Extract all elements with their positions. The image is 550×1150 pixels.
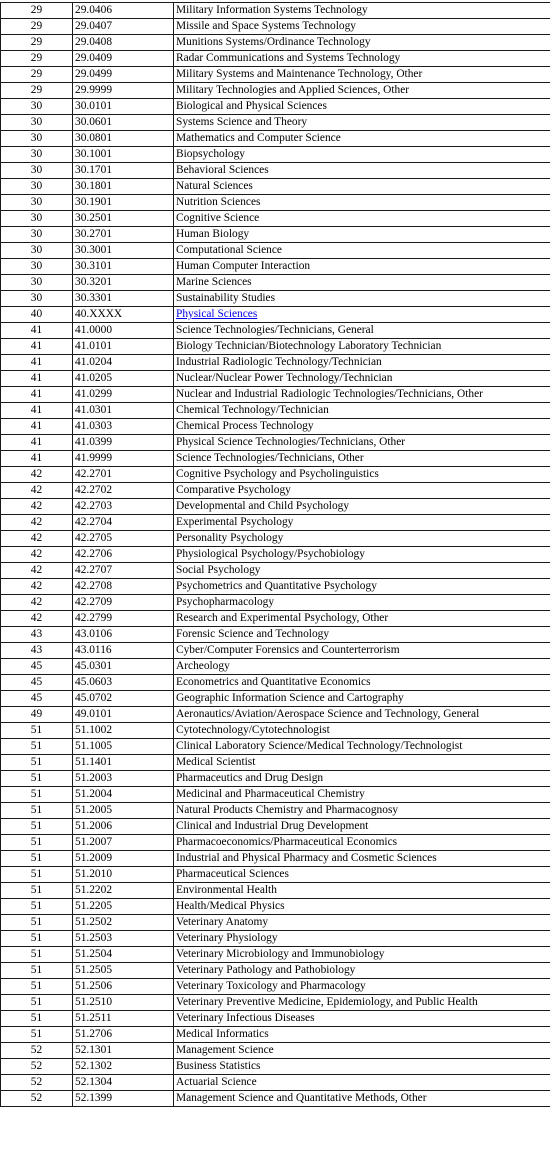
cip-code-cell: 41.9999: [73, 451, 174, 467]
series-cell: 42: [1, 499, 73, 515]
table-row: [1, 979, 550, 995]
program-title-cell: Military Technologies and Applied Sciences, Other: [174, 83, 550, 99]
program-title-cell: Veterinary Pathology and Pathobiology: [174, 963, 550, 979]
table-row: [1, 931, 550, 947]
cip-code-cell: 51.2706: [73, 1027, 174, 1043]
cip-code-cell: 51.1401: [73, 755, 174, 771]
table-row: [1, 451, 550, 467]
table-row: [1, 467, 550, 483]
series-cell: 45: [1, 691, 73, 707]
cip-code-cell: 45.0603: [73, 675, 174, 691]
series-cell: 41: [1, 419, 73, 435]
program-title-cell: Cognitive Psychology and Psycholinguistics: [174, 467, 550, 483]
table-row: [1, 67, 550, 83]
series-cell: 30: [1, 99, 73, 115]
series-cell: 52: [1, 1075, 73, 1091]
table-row: [1, 1091, 550, 1107]
table-row: [1, 35, 550, 51]
program-title-cell: Industrial and Physical Pharmacy and Cosmetic Sciences: [174, 851, 550, 867]
cip-code-cell: 51.2502: [73, 915, 174, 931]
table-row: [1, 707, 550, 723]
program-title-cell: Radar Communications and Systems Technology: [174, 51, 550, 67]
program-title-link[interactable]: Physical Sciences: [176, 308, 257, 320]
table-row: [1, 83, 550, 99]
table-row: [1, 643, 550, 659]
program-title-cell: Munitions Systems/Ordinance Technology: [174, 35, 550, 51]
series-cell: 51: [1, 867, 73, 883]
cip-code-cell: 51.2004: [73, 787, 174, 803]
table-row: [1, 259, 550, 275]
cip-code-cell: 51.2510: [73, 995, 174, 1011]
table-row: [1, 115, 550, 131]
program-title-cell: Biopsychology: [174, 147, 550, 163]
cip-code-cell: 51.1002: [73, 723, 174, 739]
series-cell: 45: [1, 659, 73, 675]
series-cell: 41: [1, 339, 73, 355]
table-row: [1, 339, 550, 355]
cip-code-cell: 29.0406: [73, 3, 174, 19]
series-cell: 51: [1, 995, 73, 1011]
series-cell: 29: [1, 19, 73, 35]
program-title-cell: Marine Sciences: [174, 275, 550, 291]
cip-code-cell: 30.3001: [73, 243, 174, 259]
table-row: [1, 739, 550, 755]
series-cell: 42: [1, 515, 73, 531]
table-row: [1, 1027, 550, 1043]
program-title-cell: Biological and Physical Sciences: [174, 99, 550, 115]
program-title-cell: Management Science: [174, 1043, 550, 1059]
table-row: [1, 691, 550, 707]
series-cell: 42: [1, 595, 73, 611]
cip-code-cell: 51.2006: [73, 819, 174, 835]
cip-code-cell: 51.2007: [73, 835, 174, 851]
series-cell: 29: [1, 35, 73, 51]
series-cell: 41: [1, 371, 73, 387]
cip-code-cell: 30.1701: [73, 163, 174, 179]
series-cell: 49: [1, 707, 73, 723]
program-title-cell: Pharmaceutics and Drug Design: [174, 771, 550, 787]
program-title-cell: Cognitive Science: [174, 211, 550, 227]
table-row: [1, 659, 550, 675]
cip-code-cell: 30.0101: [73, 99, 174, 115]
series-cell: 43: [1, 643, 73, 659]
cip-code-cell: 42.2706: [73, 547, 174, 563]
series-cell: 51: [1, 1027, 73, 1043]
table-row: [1, 531, 550, 547]
table-row: [1, 19, 550, 35]
program-title-cell: Actuarial Science: [174, 1075, 550, 1091]
program-title-cell: Archeology: [174, 659, 550, 675]
program-title-cell: Industrial Radiologic Technology/Technician: [174, 355, 550, 371]
cip-code-cell: 30.2701: [73, 227, 174, 243]
program-title-cell: Pharmaceutical Sciences: [174, 867, 550, 883]
table-row: [1, 307, 550, 323]
cip-code-cell: 42.2708: [73, 579, 174, 595]
series-cell: 41: [1, 323, 73, 339]
table-row: [1, 355, 550, 371]
table-row: [1, 1075, 550, 1091]
table-row: [1, 163, 550, 179]
program-title-cell: Aeronautics/Aviation/Aerospace Science and Technology, General: [174, 707, 550, 723]
program-title-cell: Veterinary Preventive Medicine, Epidemiology, and Public Health: [174, 995, 550, 1011]
cip-code-cell: 43.0116: [73, 643, 174, 659]
table-row: [1, 883, 550, 899]
cip-code-cell: 30.1901: [73, 195, 174, 211]
cip-code-cell: 29.0409: [73, 51, 174, 67]
program-title-cell: Natural Sciences: [174, 179, 550, 195]
cip-code-cell: 51.2503: [73, 931, 174, 947]
table-row: [1, 771, 550, 787]
cip-code-cell: 52.1302: [73, 1059, 174, 1075]
series-cell: 41: [1, 355, 73, 371]
series-cell: 30: [1, 147, 73, 163]
table-row: [1, 435, 550, 451]
series-cell: 51: [1, 931, 73, 947]
program-title-cell: Human Computer Interaction: [174, 259, 550, 275]
series-cell: 51: [1, 1011, 73, 1027]
series-cell: 51: [1, 915, 73, 931]
cip-code-cell: 51.2504: [73, 947, 174, 963]
series-cell: 51: [1, 803, 73, 819]
series-cell: 30: [1, 179, 73, 195]
cip-table-body: [1, 3, 550, 1107]
table-row: [1, 595, 550, 611]
cip-code-cell: 29.0408: [73, 35, 174, 51]
table-row: [1, 803, 550, 819]
program-title-cell: Cyber/Computer Forensics and Counterterrorism: [174, 643, 550, 659]
series-cell: 29: [1, 3, 73, 19]
series-cell: 30: [1, 227, 73, 243]
program-title-cell: Developmental and Child Psychology: [174, 499, 550, 515]
table-row: [1, 963, 550, 979]
cip-code-cell: 51.2003: [73, 771, 174, 787]
series-cell: 30: [1, 131, 73, 147]
program-title-cell: Veterinary Microbiology and Immunobiology: [174, 947, 550, 963]
cip-code-cell: 51.2205: [73, 899, 174, 915]
cip-code-cell: 30.3301: [73, 291, 174, 307]
program-title-cell: Veterinary Toxicology and Pharmacology: [174, 979, 550, 995]
program-title-cell: Missile and Space Systems Technology: [174, 19, 550, 35]
program-title-cell: Veterinary Anatomy: [174, 915, 550, 931]
program-title-cell: Science Technologies/Technicians, Other: [174, 451, 550, 467]
table-row: [1, 723, 550, 739]
program-title-cell: Science Technologies/Technicians, General: [174, 323, 550, 339]
program-title-cell: Environmental Health: [174, 883, 550, 899]
series-cell: 51: [1, 851, 73, 867]
cip-code-cell: 30.1001: [73, 147, 174, 163]
series-cell: 52: [1, 1059, 73, 1075]
cip-code-cell: 42.2703: [73, 499, 174, 515]
series-cell: 42: [1, 611, 73, 627]
cip-code-cell: 42.2799: [73, 611, 174, 627]
cip-code-cell: 30.2501: [73, 211, 174, 227]
table-row: [1, 291, 550, 307]
program-title-cell: Pharmacoeconomics/Pharmaceutical Economics: [174, 835, 550, 851]
program-title-cell: Chemical Process Technology: [174, 419, 550, 435]
table-row: [1, 131, 550, 147]
program-title-cell: Medicinal and Pharmaceutical Chemistry: [174, 787, 550, 803]
program-title-cell: Systems Science and Theory: [174, 115, 550, 131]
program-title-cell: Sustainability Studies: [174, 291, 550, 307]
program-title-cell: Social Psychology: [174, 563, 550, 579]
program-title-cell: Physiological Psychology/Psychobiology: [174, 547, 550, 563]
series-cell: 42: [1, 467, 73, 483]
cip-code-cell: 42.2707: [73, 563, 174, 579]
cip-code-cell: 41.0101: [73, 339, 174, 355]
series-cell: 52: [1, 1091, 73, 1107]
table-row: [1, 787, 550, 803]
series-cell: 41: [1, 403, 73, 419]
cip-code-cell: 51.2202: [73, 883, 174, 899]
program-title-cell: Personality Psychology: [174, 531, 550, 547]
program-title-cell: Health/Medical Physics: [174, 899, 550, 915]
program-title-cell: Business Statistics: [174, 1059, 550, 1075]
program-title-cell: Econometrics and Quantitative Economics: [174, 675, 550, 691]
program-title-cell: Human Biology: [174, 227, 550, 243]
table-row: [1, 403, 550, 419]
series-cell: 45: [1, 675, 73, 691]
table-row: [1, 371, 550, 387]
program-title-cell: Cytotechnology/Cytotechnologist: [174, 723, 550, 739]
series-cell: 30: [1, 163, 73, 179]
series-cell: 51: [1, 739, 73, 755]
table-row: [1, 675, 550, 691]
cip-code-cell: 45.0702: [73, 691, 174, 707]
cip-code-cell: 30.1801: [73, 179, 174, 195]
table-row: [1, 387, 550, 403]
program-title-cell: Nuclear/Nuclear Power Technology/Technician: [174, 371, 550, 387]
series-cell: 30: [1, 291, 73, 307]
cip-code-cell: 42.2702: [73, 483, 174, 499]
table-row: [1, 211, 550, 227]
program-title-cell: Chemical Technology/Technician: [174, 403, 550, 419]
series-cell: 42: [1, 563, 73, 579]
cip-code-table: [0, 2, 550, 1107]
series-cell: 30: [1, 243, 73, 259]
table-row: [1, 323, 550, 339]
program-title-cell: Management Science and Quantitative Methods, Other: [174, 1091, 550, 1107]
table-row: [1, 611, 550, 627]
series-cell: 51: [1, 963, 73, 979]
table-row: [1, 627, 550, 643]
table-row: [1, 563, 550, 579]
cip-code-cell: 30.0801: [73, 131, 174, 147]
series-cell: 51: [1, 787, 73, 803]
program-title-cell: Medical Scientist: [174, 755, 550, 771]
cip-code-cell: 29.0407: [73, 19, 174, 35]
cip-code-cell: 41.0299: [73, 387, 174, 403]
series-cell: 29: [1, 67, 73, 83]
cip-code-cell: 29.9999: [73, 83, 174, 99]
cip-code-cell: 30.3201: [73, 275, 174, 291]
series-cell: 52: [1, 1043, 73, 1059]
series-cell: 42: [1, 483, 73, 499]
table-row: [1, 243, 550, 259]
program-title-cell: Military Information Systems Technology: [174, 3, 550, 19]
program-title-cell: Biology Technician/Biotechnology Laboratory Technician: [174, 339, 550, 355]
program-title-cell: Clinical and Industrial Drug Development: [174, 819, 550, 835]
program-title-cell: Behavioral Sciences: [174, 163, 550, 179]
table-row: [1, 819, 550, 835]
program-title-cell: Veterinary Infectious Diseases: [174, 1011, 550, 1027]
table-row: [1, 1011, 550, 1027]
table-row: [1, 483, 550, 499]
series-cell: 41: [1, 435, 73, 451]
program-title-cell: Mathematics and Computer Science: [174, 131, 550, 147]
program-title-cell: Research and Experimental Psychology, Other: [174, 611, 550, 627]
cip-code-cell: 40.XXXX: [73, 307, 174, 323]
program-title-cell: Psychometrics and Quantitative Psychology: [174, 579, 550, 595]
cip-code-cell: 42.2704: [73, 515, 174, 531]
program-title-cell: Forensic Science and Technology: [174, 627, 550, 643]
series-cell: 43: [1, 627, 73, 643]
program-title-cell: Nutrition Sciences: [174, 195, 550, 211]
table-row: [1, 99, 550, 115]
cip-code-cell: 41.0399: [73, 435, 174, 451]
table-row: [1, 1043, 550, 1059]
cip-code-cell: 51.2009: [73, 851, 174, 867]
table-row: [1, 835, 550, 851]
program-title-cell: Nuclear and Industrial Radiologic Technologies/Technicians, Other: [174, 387, 550, 403]
series-cell: 42: [1, 547, 73, 563]
series-cell: 30: [1, 275, 73, 291]
program-title-cell: Psychopharmacology: [174, 595, 550, 611]
cip-code-cell: 52.1399: [73, 1091, 174, 1107]
table-row: [1, 419, 550, 435]
table-row: [1, 51, 550, 67]
table-row: [1, 179, 550, 195]
series-cell: 29: [1, 83, 73, 99]
table-row: [1, 499, 550, 515]
program-title-cell: Clinical Laboratory Science/Medical Technology/Technologist: [174, 739, 550, 755]
series-cell: 51: [1, 947, 73, 963]
table-row: [1, 851, 550, 867]
cip-code-cell: 42.2709: [73, 595, 174, 611]
cip-code-cell: 51.2505: [73, 963, 174, 979]
table-row: [1, 867, 550, 883]
table-row: [1, 3, 550, 19]
series-cell: 51: [1, 979, 73, 995]
series-cell: 51: [1, 819, 73, 835]
cip-code-cell: 51.1005: [73, 739, 174, 755]
program-title-cell: Computational Science: [174, 243, 550, 259]
table-row: [1, 755, 550, 771]
cip-code-cell: 51.2511: [73, 1011, 174, 1027]
program-title-cell: Physical Science Technologies/Technicians, Other: [174, 435, 550, 451]
table-row: [1, 899, 550, 915]
program-title-cell: Comparative Psychology: [174, 483, 550, 499]
cip-code-cell: 30.3101: [73, 259, 174, 275]
cip-code-cell: 51.2010: [73, 867, 174, 883]
series-cell: 29: [1, 51, 73, 67]
program-title-cell: Geographic Information Science and Cartography: [174, 691, 550, 707]
program-title-cell: Veterinary Physiology: [174, 931, 550, 947]
cip-code-cell: 42.2705: [73, 531, 174, 547]
series-cell: 51: [1, 835, 73, 851]
cip-code-cell: 41.0204: [73, 355, 174, 371]
series-cell: 51: [1, 771, 73, 787]
cip-code-cell: 43.0106: [73, 627, 174, 643]
cip-code-cell: 41.0205: [73, 371, 174, 387]
cip-code-cell: 49.0101: [73, 707, 174, 723]
series-cell: 51: [1, 723, 73, 739]
cip-code-cell: 45.0301: [73, 659, 174, 675]
series-cell: 42: [1, 531, 73, 547]
cip-code-cell: 41.0000: [73, 323, 174, 339]
table-row: [1, 1059, 550, 1075]
table-row: [1, 515, 550, 531]
series-cell: 51: [1, 883, 73, 899]
table-row: [1, 947, 550, 963]
cip-code-cell: 51.2005: [73, 803, 174, 819]
series-cell: 41: [1, 387, 73, 403]
table-row: [1, 915, 550, 931]
cip-code-cell: 52.1304: [73, 1075, 174, 1091]
table-row: [1, 579, 550, 595]
series-cell: 30: [1, 211, 73, 227]
program-title-cell: Medical Informatics: [174, 1027, 550, 1043]
series-cell: 30: [1, 195, 73, 211]
series-cell: 51: [1, 755, 73, 771]
cip-code-cell: 42.2701: [73, 467, 174, 483]
cip-code-cell: 41.0303: [73, 419, 174, 435]
table-row: [1, 227, 550, 243]
program-title-cell: Military Systems and Maintenance Technology, Other: [174, 67, 550, 83]
table-row: [1, 147, 550, 163]
table-row: [1, 995, 550, 1011]
table-row: [1, 275, 550, 291]
series-cell: 40: [1, 307, 73, 323]
program-title-cell: [174, 307, 550, 323]
series-cell: 42: [1, 579, 73, 595]
cip-code-cell: 29.0499: [73, 67, 174, 83]
table-row: [1, 547, 550, 563]
series-cell: 30: [1, 115, 73, 131]
program-title-cell: Experimental Psychology: [174, 515, 550, 531]
cip-code-cell: 30.0601: [73, 115, 174, 131]
series-cell: 41: [1, 451, 73, 467]
cip-code-cell: 51.2506: [73, 979, 174, 995]
program-title-cell: Natural Products Chemistry and Pharmacognosy: [174, 803, 550, 819]
series-cell: 30: [1, 259, 73, 275]
cip-code-cell: 41.0301: [73, 403, 174, 419]
cip-code-cell: 52.1301: [73, 1043, 174, 1059]
series-cell: 51: [1, 899, 73, 915]
table-row: [1, 195, 550, 211]
